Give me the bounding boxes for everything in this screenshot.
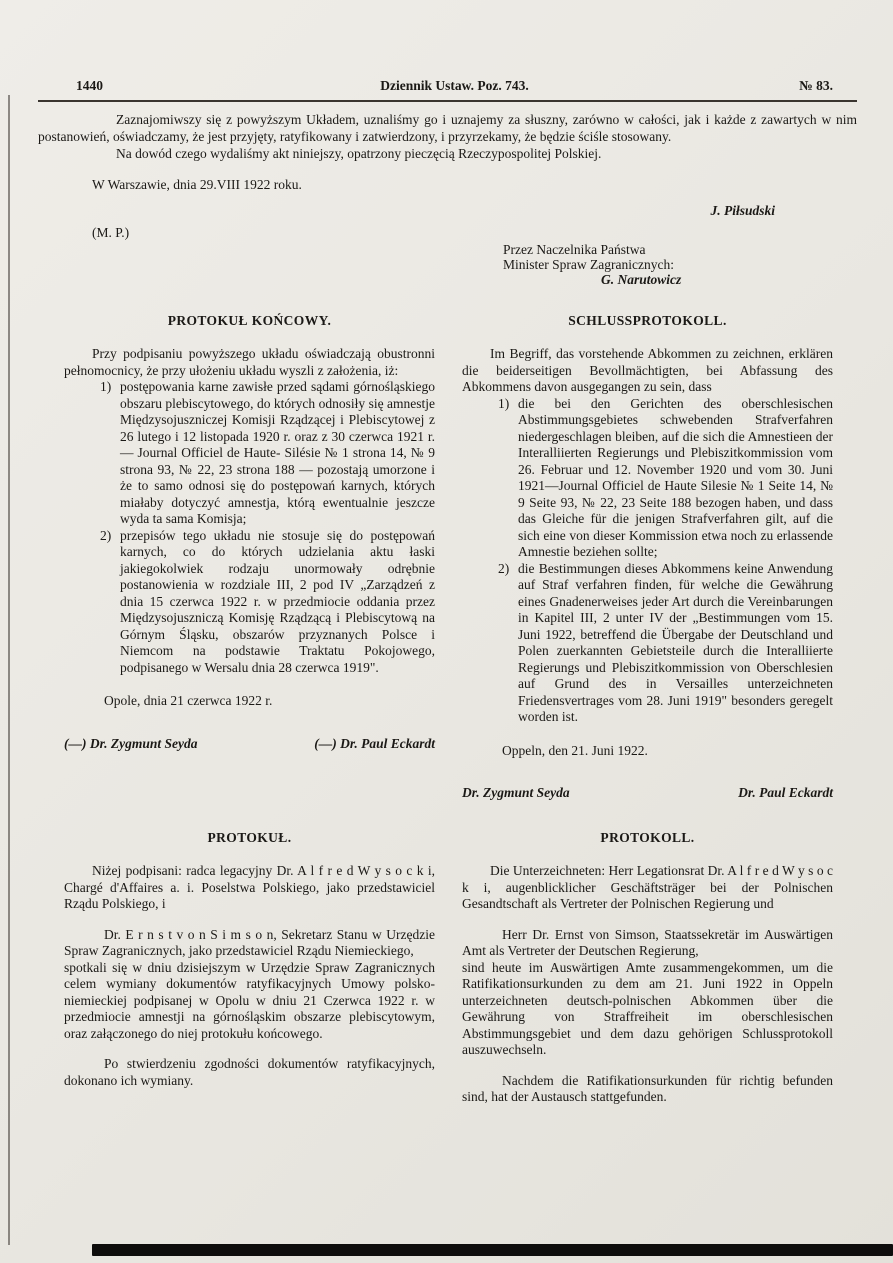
exchange-protocol-german-column (462, 830, 833, 1106)
paragraph-exchange: Po stwierdzeniu zgodności dokumentów ratyfikacyjnych, dokonano ich wymiany. (64, 1056, 435, 1088)
list-item (498, 561, 833, 726)
page-header (76, 78, 833, 95)
final-protocol-polish-column (64, 313, 435, 802)
final-protocol-german-column (462, 313, 833, 802)
journal-title: Dziennik Ustaw. Poz. 743. (380, 78, 529, 93)
exchange-protocol-polish-column (64, 830, 435, 1106)
paragraph-signatories: Die Unterzeichneten: Herr Legationsrat Dr. A l f r e d W y s o c k i, augenblicklicher Geschäftsträger bei der Polnischen Gesandtschaft als Vertreter der Polnischen Regierung und (462, 863, 833, 911)
paragraph-signatories: Niżej podpisani: radca legacyjny Dr. A l f r e d W y s o c k i, Chargé d'Affaires a. i. Poselstwa Polskiego, jako przedstawiciel Rządu Polskiego, i (64, 863, 435, 911)
exchange-protocol-section (64, 830, 833, 1106)
signature-row (462, 785, 833, 802)
list-item-marker: 1) (498, 395, 510, 411)
list-item-marker: 1) (100, 379, 112, 394)
signature-narutowicz: G. Narutowicz (601, 271, 682, 287)
opole-place-date: Opole, dnia 21 czerwca 1922 r. (104, 693, 273, 708)
final-protocol-section (64, 313, 833, 802)
final-protocol-polish-heading: PROTOKUŁ KOŃCOWY. (167, 312, 332, 328)
final-protocol-polish-intro: Przy podpisaniu powyższego układu oświadczają obustronni pełnomocnicy, że przy ułożeniu układu wyszli z założenia, iż: (64, 346, 435, 378)
list-item (498, 396, 833, 561)
exchange-protocol-german-heading: PROTOKOLL. (600, 829, 695, 845)
list-item-marker: 2) (100, 527, 112, 543)
issue-number: № 83. (799, 78, 833, 93)
ratification-paragraph: Zaznajomiwszy się z powyższym Układem, uznaliśmy go i uznajemy za słuszny, zarówno w całości, jak i każde z zawartych w nim postanowień, oświadczamy, że jest przyjęty, ratyfikowany i zatwierdzony, i przyrzekamy, że będzie ściśle stosowany. (38, 112, 857, 144)
list-item (100, 379, 435, 528)
list-item-text: die Bestimmungen dieses Abkommens keine Anwendung auf Straf verfahren finden, für welche die Gewährung eines Gnadenerweises jeder Art durch die Vereinbarungen in Kapitel III, 2 unter IV der „Bestimmungen vom 15. Juni 1922, betreffend die Übergabe der Deutschland und Polen zuerkannten Gebietsteile durch die Interalliierte Regierungs und Plebiszitkommission von Oberschlesien auf Grund des in Versailles unterzeichneten Friedensvertrages vom 28. Juni 1919" besonders geregelt worden ist. (518, 560, 833, 724)
state-signature-block (503, 203, 803, 287)
warsaw-place-date: W Warszawie, dnia 29.VIII 1922 roku. (92, 176, 302, 192)
list-item-text: przepisów tego układu nie stosuje się do postępowań karnych, co do których udzielania aktu łaski jakiegokolwiek rodzaju unormowały odrębnie postanowienia w rozdziale III, 2 pod IV „Zarządzeń z dnia 15 czerwca 1922 r. w przedmiocie oddania przez Międzysojuszniczą Komisję Rządzącą i Plebiscytową na Górnym Śląsku, obszarów przyznanych Polsce i Niemcom na podstawie Traktatu Pokojowego, podpisanego w Wersalu dnia 28 czerwca 1919". (120, 527, 435, 675)
list-item-text: die bei den Gerichten des oberschlesischen Abstimmungsgebietes schwebenden Strafverfahren niedergeschlagen bleiben, auf die sich die Amnestieen der Interalliierten Regierungs und Plebiszitkommission vom 26. Februar und 12. November 1920 und vom 30. Juni 1921—Journal Officiel de Haute Silesie № 1 Seite 14, № 9 Seite 93, № 22, 23 Seite 188 bezogen haben, und dass das Gleiche für die jenigen Strafverfahren gilt, auf die sich eine von dieser Kommission etwa noch zu erlassende Amnestie beziehen sollte; (518, 395, 833, 559)
final-protocol-german-heading: SCHLUSSPROTOKOLL. (568, 312, 727, 328)
signature-area (38, 203, 857, 287)
signature-seyda: (—) Dr. Zygmunt Seyda (64, 735, 198, 751)
list-item (100, 528, 435, 677)
oppeln-place-date: Oppeln, den 21. Juni 1922. (502, 742, 648, 758)
page-number: 1440 (76, 78, 103, 93)
paragraph-meeting: spotkali się w dniu dzisiejszym w Urzędzie Spraw Zagranicznych celem wymiany dokumentów ratyfikacyjnych Umowy polsko-niemieckiej podpisanej w Opolu w dniu 21 Czerwca 1922 r. w przedmiocie amnestji na górnośląskim obszarze plebiscytowym, oraz załączonego do niej protokułu końcowego. (64, 959, 435, 1041)
scan-artifact-bottom-bar (92, 1244, 893, 1256)
paragraph-meeting: sind heute im Auswärtigen Amte zusammengekommen, um die Ratifikationsurkunden zu dem am 21. Juni 1922 in Oppeln unterzeichneten deutsch-polnischen Abkommen über die Gewährung von Straffreiheit im oberschlesischen Abstimmungsgebiet und dem dazu gehörigen Schlussprotokoll auszuwechseln. (462, 959, 833, 1057)
signature-pilsudski: J. Piłsudski (710, 203, 775, 218)
paragraph-simson: Herr Dr. Ernst von Simson, Staatssekretär im Auswärtigen Amt als Vertreter der Deutschen Regierung, (462, 926, 833, 958)
list-item-marker: 2) (498, 560, 510, 576)
signature-eckardt: Dr. Paul Eckardt (738, 785, 833, 800)
header-rule (38, 100, 857, 102)
paragraph-simson: Dr. E r n s t v o n S i m s o n, Sekretarz Stanu w Urzędzie Spraw Zagranicznych, jako przedstawiciel Rządu Niemieckiego, (64, 926, 435, 958)
ratification-preamble (38, 112, 857, 287)
final-protocol-german-intro: Im Begriff, das vorstehende Abkommen zu zeichnen, erklären die beiderseitigen Bevollmächtigten, bei Abfassung des Abkommens davon ausgegangen zu sein, dass (462, 346, 833, 394)
exchange-protocol-polish-heading: PROTOKUŁ. (207, 829, 292, 845)
signature-row (64, 736, 435, 753)
list-item-text: postępowania karne zawisłe przed sądami górnośląskiego obszaru plebiscytowego, do których odnosiły się amnestje Międzysojuszniczej Komisji Rządzącej i Plebiscytowej z 26 lutego i 12 listopada 1920 r. oraz z 30 czerwca 1921 r. — Journal Officiel de Haute- Silésie № 1 strona 14, № 9 strona 93, № 22, 23 strona 188 — pozostają umorzone i że to samo odnosi się do postępowań karnych, których miałaby dotyczyć amnestja, którą ewentualnie jeszcze wyda ta sama Komisja; (120, 379, 435, 526)
scan-artifact-left-edge-line (8, 95, 10, 1245)
signature-seyda: Dr. Zygmunt Seyda (462, 785, 570, 800)
paragraph-exchange: Nachdem die Ratifikationsurkunden für richtig befunden sind, hat der Austausch stattgefunden. (462, 1072, 833, 1104)
minister-title-line: Minister Spraw Zagranicznych: (503, 256, 674, 272)
seal-mark: (M. P.) (92, 225, 130, 240)
by-authority-line: Przez Naczelnika Państwa (503, 241, 646, 257)
seal-paragraph: Na dowód czego wydaliśmy akt niniejszy, opatrzony pieczęcią Rzeczypospolitej Polskiej. (116, 146, 602, 161)
signature-eckardt: (—) Dr. Paul Eckardt (314, 735, 435, 751)
